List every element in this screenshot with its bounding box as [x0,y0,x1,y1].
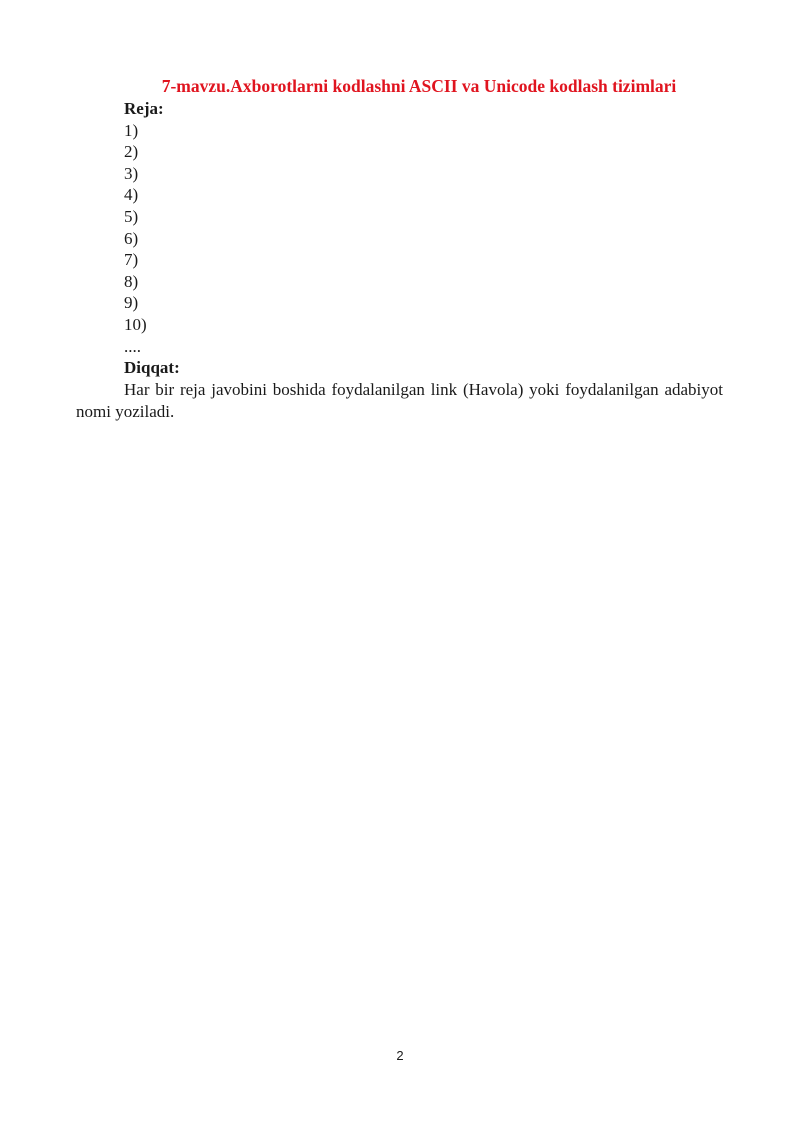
plan-item: 8) [124,271,139,291]
plan-item: 10) [124,314,147,334]
plan-item: 3) [124,163,139,183]
plan-heading: Reja: [124,99,164,118]
plan-item-ellipsis: .... [124,336,141,356]
page-number: 2 [396,1048,404,1063]
plan-section [124,98,724,379]
plan-item: 5) [124,206,139,226]
page-title: 7-mavzu.Axborotlarni kodlashni ASCII va Unicode kodlash tizimlari [161,76,677,96]
plan-item: 6) [124,228,139,248]
note-heading: Diqqat: [124,358,180,378]
plan-item: 2) [124,142,139,162]
note-paragraph: Har bir reja javobini boshida foydalanilgan link (Havola) yoki foydalanilgan adabiyot nomi yoziladi. [76,380,723,421]
plan-item: 1) [124,120,139,140]
plan-item: 4) [124,185,139,205]
plan-item: 9) [124,293,139,313]
plan-item: 7) [124,250,139,270]
